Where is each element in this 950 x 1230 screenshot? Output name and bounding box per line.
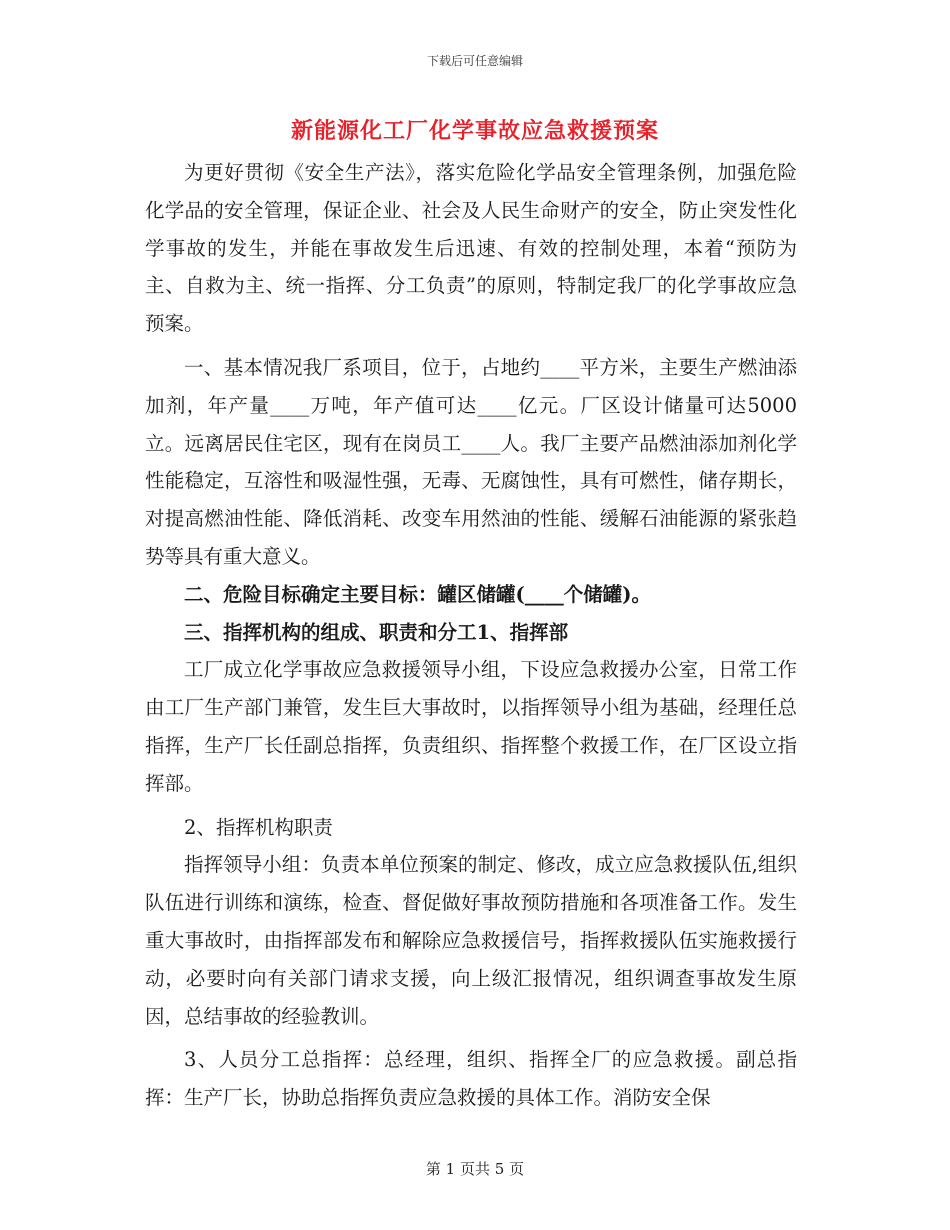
paragraph-basic-info: 一、基本情况我厂系项目，位于，占地约____平方米，主要生产燃油添加剂，年产量____万吨，年产值可达____亿元。厂区设计储量可达5000立。远离居民住宅区，现有在岗员工____人。我厂主要产品燃油添加剂化学性能稳定，互溶性和吸湿性强，无毒、无腐蚀性，具有可燃性，储存期长，对提高燃油性能、降低消耗、改变车用然油的性能、缓解石油能源的紧张趋势等具有重大意义。 [145,355,797,568]
paragraph-duties-heading: 2、指挥机构职责 [184,815,333,839]
paragraph-danger-target: 二、危险目标确定主要目标：罐区储罐(____个储罐)。 [184,582,651,606]
paragraph-intro: 为更好贯彻《安全生产法》，落实危险化学品安全管理条例，加强危险化学品的安全管理，保证企业、社会及人民生命财产的安全，防止突发性化学事故的发生，并能在事故发生后迅速、有效的控制处理，本着“预防为主、自救为主、统一指挥、分工负责”的原则，特制定我厂的化学事故应急预案。 [145,161,797,336]
header-note: 下载后可任意编辑 [426,54,523,68]
paragraph-command-setup: 工厂成立化学事故应急救援领导小组，下设应急救援办公室，日常工作由工厂生产部门兼管，发生巨大事故时，以指挥领导小组为基础，经理任总指挥，生产厂长任副总指挥，负责组织、指挥整个救援工作，在厂区设立指挥部。 [145,658,797,795]
paragraph-command-structure: 三、指挥机构的组成、职责和分工1、指挥部 [184,620,569,644]
paragraph-duties: 指挥领导小组：负责本单位预案的制定、修改，成立应急救援队伍,组织队伍进行训练和演练，检查、督促做好事故预防措施和各项准备工作。发生重大事故时，由指挥部发布和解除应急救援信号，指挥救援队伍实施救援行动，必要时向有关部门请求支援，向上级汇报情况，组织调查事故发生原因，总结事故的经验教训。 [145,853,797,1028]
paragraph-staff-division: 3、人员分工总指挥：总经理，组织、指挥全厂的应急救援。副总指挥：生产厂长，协助总指挥负责应急救援的具体工作。消防安全保 [145,1048,797,1110]
page-footer: 第 1 页共 5 页 [425,1160,525,1178]
document-title: 新能源化工厂化学事故应急救援预案 [290,118,659,144]
document-body [145,154,797,1117]
